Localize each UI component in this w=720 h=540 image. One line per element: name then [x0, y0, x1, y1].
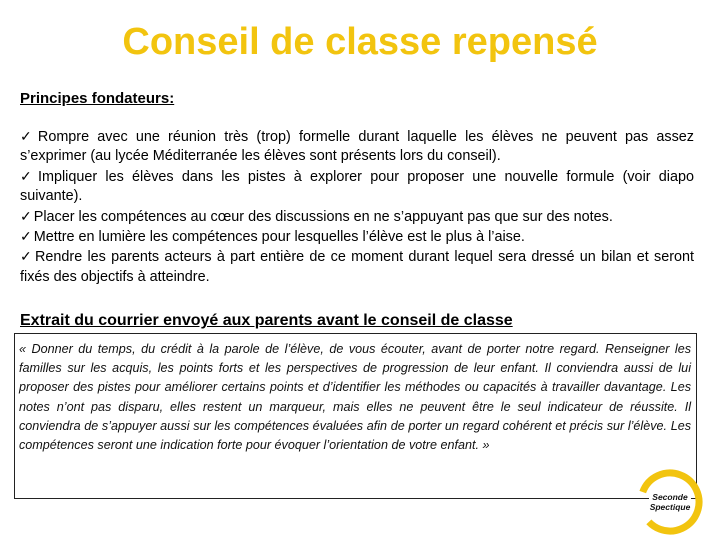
letter-heading: Extrait du courrier envoyé aux parents avant le conseil de classe: [20, 312, 513, 329]
checkmark-icon: ✓: [20, 248, 33, 265]
principle-text: Placer les compétences au cœur des discussions en ne s’appuyant pas que sur des notes.: [33, 208, 613, 225]
principles-heading: Principes fondateurs:: [20, 90, 175, 107]
principle-text: Rendre les parents acteurs à part entière de ce moment durant lequel sera dressé un bilan et seront fixés des objectifs à atteindre.: [20, 249, 694, 285]
logo-text-line2: Spectique: [649, 502, 691, 512]
logo-text-line1: Seconde: [652, 492, 688, 502]
letter-quote-box: [14, 333, 697, 499]
seconde-spectique-logo: [636, 468, 704, 536]
checkmark-icon: ✓: [20, 128, 36, 144]
principle-item: [20, 247, 694, 287]
principles-list: [20, 127, 694, 287]
principle-item: [20, 207, 694, 227]
principle-item: [20, 167, 694, 207]
principle-text: Rompre avec une réunion très (trop) formelle durant laquelle les élèves ne peuvent pas assez s’exprimer (au lycée Méditerranée les élèves sont présents lors du conseil).: [20, 129, 695, 165]
principle-item: [20, 227, 694, 247]
checkmark-icon: ✓: [20, 228, 32, 245]
letter-quote: « Donner du temps, du crédit à la parole de l’élève, de vous écouter, avant de porter notre regard. Renseigner les familles sur les acquis, les points forts et les perspectives de progression de leur enfant. Il conviendra aussi de lui proposer des pistes pour améliorer certains points et d’identifier les méthodes ou capacités à travailler davantage. Les notes n’ont pas disparu, elles restent un marqueur, mais elles ne peuvent être le seul indicateur de réussite. Il conviendra de s’appuyer aussi sur les compétences évaluées afin de porter un regard cohérent et précis sur l’élève. Les compétences seront une indication forte pour évoquer l’orientation de votre enfant. »: [19, 342, 691, 453]
checkmark-icon: ✓: [20, 167, 36, 184]
checkmark-icon: ✓: [20, 207, 32, 224]
principle-text: Impliquer les élèves dans les pistes à explorer pour proposer une nouvelle formule (voir diapo suivante).: [20, 168, 694, 205]
page-title: Conseil de classe repensé: [122, 21, 598, 63]
principle-text: Mettre en lumière les compétences pour lesquelles l’élève est le plus à l’aise.: [33, 229, 525, 246]
principle-item: [20, 127, 694, 167]
